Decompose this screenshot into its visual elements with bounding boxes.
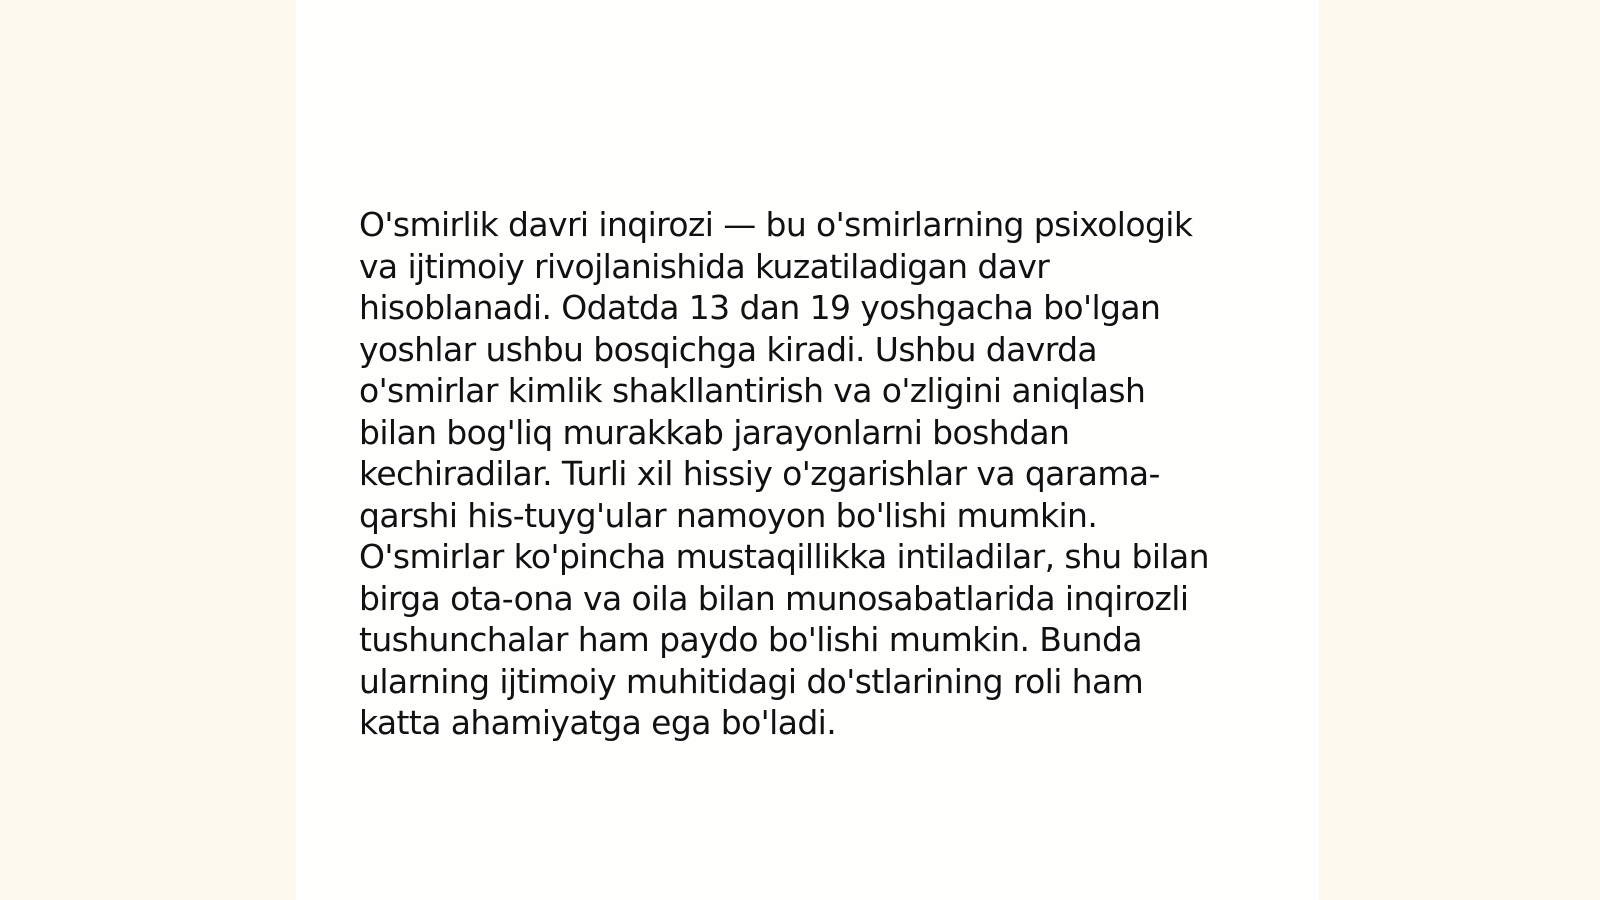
paragraph-line: tushunchalar ham paydo bo'lishi mumkin. Bunda: [359, 620, 1142, 659]
paragraph-line: ularning ijtimoiy muhitidagi do'stlarining roli ham: [359, 661, 1144, 701]
paragraph-line: birga ota-ona va oila bilan munosabatlarida inqirozli: [359, 578, 1189, 618]
paragraph-line: o'smirlar kimlik shakllantirish va o'zligini aniqlash: [359, 371, 1146, 410]
paragraph-line: katta ahamiyatga ega bo'ladi.: [359, 703, 837, 742]
paragraph-line: kechiradilar. Turli xil hissiy o'zgarishlar va qarama-: [359, 454, 1160, 493]
paragraph-line: O'smirlar ko'pincha mustaqillikka intiladilar, shu bilan: [359, 537, 1209, 576]
paragraph-line: yoshlar ushbu bosqichga kiradi. Ushbu davrda: [359, 329, 1098, 369]
paragraph-line: va ijtimoiy rivojlanishida kuzatiladigan davr: [359, 246, 1050, 286]
paragraph-line: hisoblanadi. Odatda 13 dan 19 yoshgacha bo'lgan: [359, 288, 1161, 327]
paragraph-line: O'smirlik davri inqirozi — bu o'smirlarning psixologik: [359, 205, 1193, 244]
paragraph-line: bilan bog'liq murakkab jarayonlarni boshdan: [359, 412, 1070, 452]
paragraph-line: qarshi his-tuyg'ular namoyon bo'lishi mumkin.: [359, 495, 1098, 535]
body-paragraph: [359, 204, 1229, 744]
